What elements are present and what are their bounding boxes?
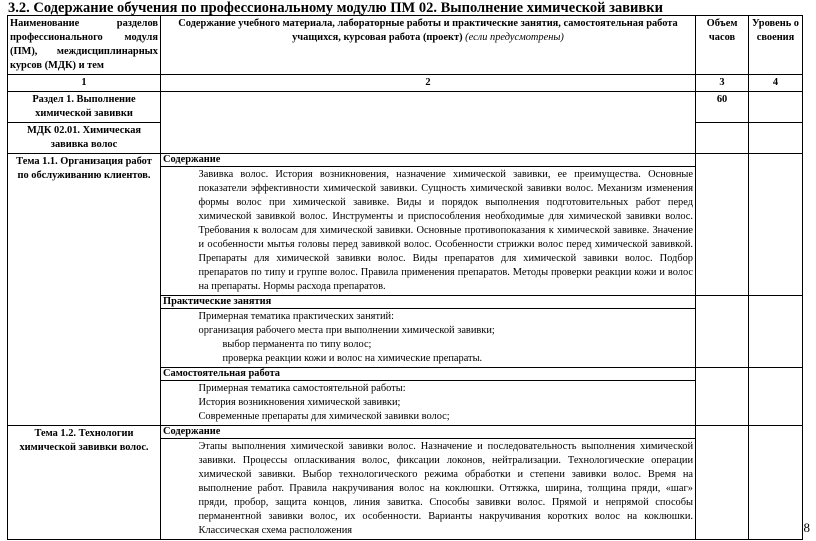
topic1-self-indent [161,381,197,426]
page-number: 8 [803,520,810,535]
col-number-1: 1 [8,75,161,92]
section-title: Раздел 1. Выполнение химической завивки [8,92,161,123]
mdk-hours [696,123,749,154]
number-row [8,75,803,92]
curriculum-table [7,15,803,540]
topic1-practice-list [197,309,696,368]
topic1-title: Тема 1.1. Организация работ по обслуживанию клиентов. [8,154,161,426]
col-number-3: 3 [696,75,749,92]
topic1-level [749,154,803,296]
mdk-title: МДК 02.01. Химическая завивка волос [8,123,161,154]
topic1-practice-item: выбор перманента по типу волос; [222,339,372,350]
header-col2 [161,16,696,75]
section-row [8,92,803,123]
topic1-self-item: Примерная тематика самостоятельной работы: [198,383,406,394]
topic1-self-item: История возникновения химической завивки; [198,397,401,408]
topic1-practice-item: организация рабочего места при выполнении химической завивки; [198,325,495,336]
col-number-2: 2 [161,75,696,92]
header-col3: Объем часов [696,16,749,75]
header-row [8,16,803,75]
topic2-content-label-row [8,426,803,439]
topic1-practice-indent [161,309,197,368]
topic1-self-item: Современные препараты для химической завивки волос; [198,411,450,422]
topic1-content-label-row [8,154,803,167]
topic2-content-label: Содержание [161,426,696,439]
col-number-4: 4 [749,75,803,92]
topic2-title: Тема 1.2. Технологии химической завивки волос. [8,426,161,540]
topic1-self-hours [696,368,749,426]
topic1-practice-level [749,296,803,368]
topic1-practice-item: Примерная тематика практических занятий: [198,311,394,322]
header-col2-main: Содержание учебного материала, лабораторные работы и практические занятия, самостоятельная работа учащихся, курсовая работа (проект) [178,18,678,43]
mdk-level [749,123,803,154]
topic1-content-label: Содержание [161,154,696,167]
mdk-row [8,123,803,154]
header-col1: Наименование разделов профессионального модуля (ПМ), междисциплинарных курсов (МДК) и тем [8,16,161,75]
topic2-hours [696,426,749,540]
topic2-content-text: Этапы выполнения химической завивки волос. Назначение и последовательность выполнения химической завивки. Процессы оплаcкивания волос, фиксации локонов, нейтрализации. Технологические операции химической завивки. Выбор технологического режима обработки и степени завивки волос. Время на выполнение работ. Правила накручивания волос на коклюшки. Оттяжка, ширина, толщина пряди, «шаг» пряди, пробор, защита концов, линия завитка. Способы завивки волос. Прямой и непрямой способы перманентной завивки волос, их особенности. Варианты накручивания коротких волос на коклюшки. Классическая схема расположения [197,439,696,540]
section-level [749,92,803,123]
topic2-content-indent [161,439,197,540]
topic1-content-text: Завивка волос. История возникновения, назначение химической завивки, ее преимущества. Основные показатели эффективности химической завивки. Сущность химической завивки волос. Механизм изменения формы волос при химической завивке. Виды и порядок выполнения подготовительных работ перед химической завивкой волос. Инструменты и приспособления необходимые для химической завивки волос. Требования к волосам для химической завивки. Основные противопоказания к химической завивке. Значение и особенности мытья головы перед завивкой волос. Особенности стрижки волос перед химической завивкой. Препараты для химической завивки волос. Виды препаратов для химической завивки волос. Подбор препаратов по типу и группе волос. Правила применения препаратов. Методы проверки реакции кожи и волос на препараты. Нормы расхода препаратов. [197,167,696,296]
topic1-self-level [749,368,803,426]
mdk-content-cell [161,123,696,154]
header-col4: Уровень освоения [749,16,803,75]
header-col2-note: (если предусмотрены) [465,32,564,43]
topic1-content-indent [161,167,197,296]
section-hours: 60 [696,92,749,123]
topic1-self-list [197,381,696,426]
topic1-practice-label: Практические занятия [161,296,696,309]
section-content-cell [161,92,696,123]
topic1-practice-hours [696,296,749,368]
topic2-level [749,426,803,540]
topic1-practice-item: проверка реакции кожи и волос на химические препараты. [222,353,483,364]
topic1-hours [696,154,749,296]
topic1-self-label: Самостоятельная работа [161,368,696,381]
page-title: 3.2. Содержание обучения по профессиональному модулю ПМ 02. Выполнение химической завивки [8,0,663,16]
